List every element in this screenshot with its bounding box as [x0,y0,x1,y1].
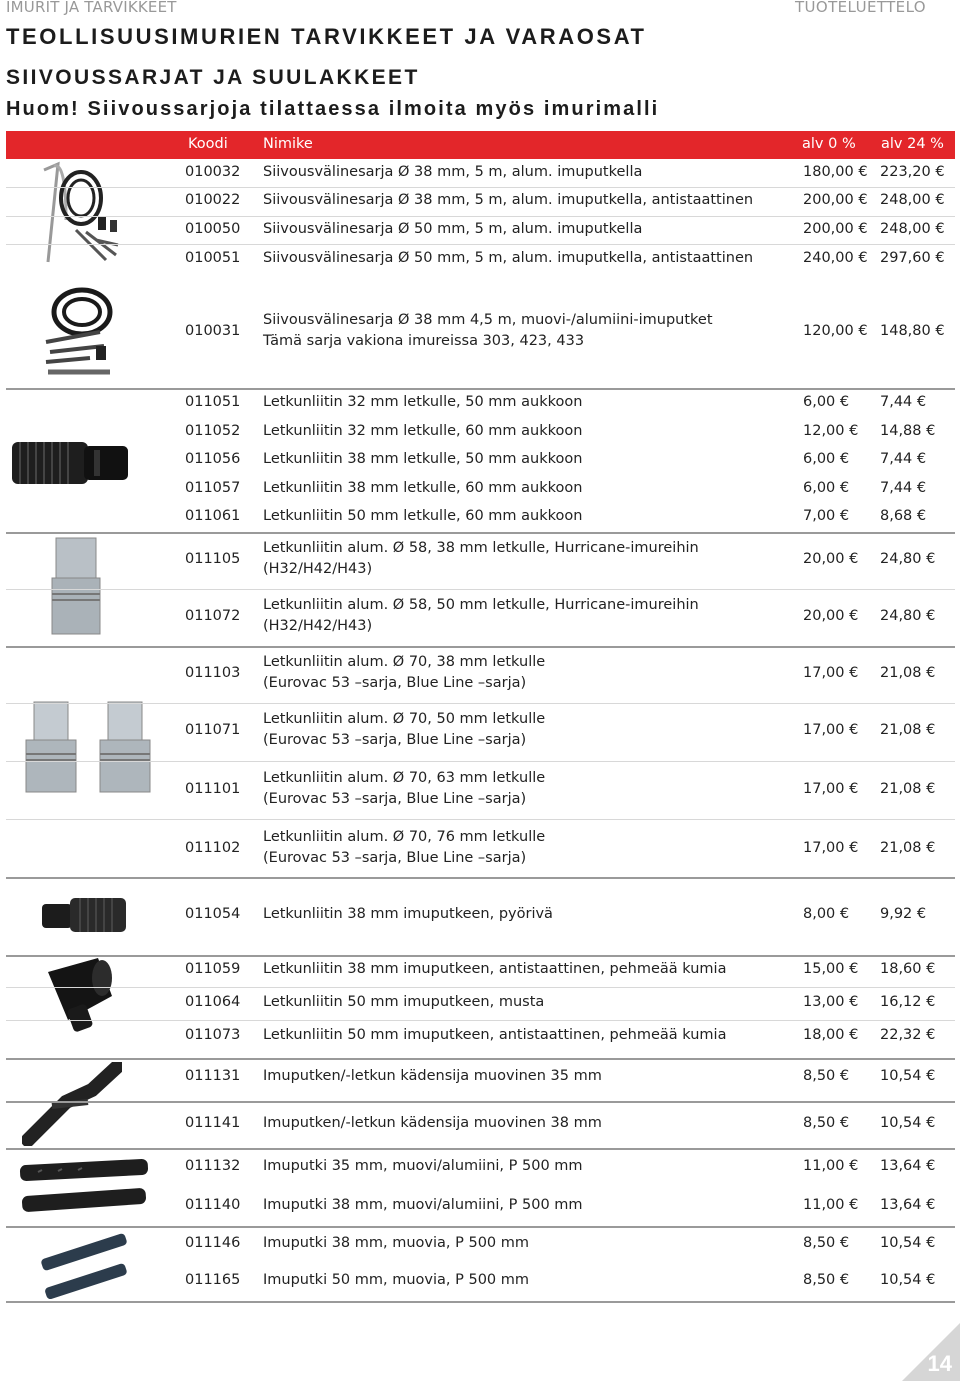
product-name: Letkunliitin alum. Ø 70, 50 mm letkulle [263,711,546,727]
price-alv24: 10,54 € [880,1115,936,1131]
product-code: 011165 [185,1272,241,1288]
price-alv0: 200,00 € [803,221,868,237]
product-code: 011101 [185,781,241,797]
product-name-line2: (H32/H42/H43) [263,618,373,634]
price-alv24: 248,00 € [880,192,945,208]
price-alv24: 16,12 € [880,994,936,1010]
table-row [0,190,955,212]
product-code: 011052 [185,423,241,439]
table-row [0,449,955,471]
product-name-line2: Tämä sarja vakiona imureissa 303, 423, 433 [263,333,585,349]
product-code: 011105 [185,551,241,567]
table-row [0,219,955,241]
table-row [0,654,955,691]
row-divider [6,244,955,245]
row-divider [6,216,955,217]
header-alv0: alv 0 % [802,136,856,152]
product-name: Letkunliitin 32 mm letkulle, 60 mm aukkoon [263,423,583,439]
table-row [0,1113,955,1135]
product-name: Letkunliitin alum. Ø 70, 38 mm letkulle [263,654,546,670]
price-alv24: 13,64 € [880,1197,936,1213]
table-row [0,770,955,807]
product-name: Letkunliitin 38 mm imuputkeen, pyörivä [263,906,553,922]
table-row [0,1156,955,1178]
table-row [0,1233,955,1255]
product-name: Imuputki 38 mm, muovia, P 500 mm [263,1235,530,1251]
product-code: 011061 [185,508,241,524]
price-alv24: 10,54 € [880,1068,936,1084]
row-divider [6,1020,955,1021]
price-alv0: 17,00 € [803,781,859,797]
product-code: 011140 [185,1197,241,1213]
price-alv0: 8,50 € [803,1235,850,1251]
table-row [0,312,955,349]
table-row [0,540,955,577]
header-code: Koodi [188,136,228,152]
product-name: Siivousvälinesarja Ø 50 mm, 5 m, alum. imuputkella [263,221,643,237]
product-name: Letkunliitin alum. Ø 58, 38 mm letkulle, Hurricane-imureihin [263,540,699,556]
product-code: 010031 [185,323,241,339]
product-code: 010032 [185,164,241,180]
product-name-line2: (H32/H42/H43) [263,561,373,577]
product-name: Imuputki 50 mm, muovia, P 500 mm [263,1272,530,1288]
product-name: Imuputken/-letkun kädensija muovinen 38 mm [263,1115,602,1131]
price-alv0: 8,50 € [803,1068,850,1084]
product-name: Imuputki 35 mm, muovi/alumiini, P 500 mm [263,1158,583,1174]
price-alv0: 6,00 € [803,480,850,496]
header-name: Nimike [263,136,313,152]
product-name: Siivousvälinesarja Ø 38 mm 4,5 m, muovi-/alumiini-imuputket [263,312,713,328]
product-code: 011073 [185,1027,241,1043]
table-row [0,959,955,981]
product-name-line2: (Eurovac 53 –sarja, Blue Line –sarja) [263,732,527,748]
product-code: 011072 [185,608,241,624]
price-alv0: 13,00 € [803,994,859,1010]
price-alv0: 8,50 € [803,1272,850,1288]
product-name: Letkunliitin alum. Ø 70, 76 mm letkulle [263,829,546,845]
price-alv0: 18,00 € [803,1027,859,1043]
group-divider [6,1301,955,1303]
table-row [0,829,955,866]
price-alv24: 21,08 € [880,665,936,681]
product-code: 011146 [185,1235,241,1251]
price-alv24: 13,64 € [880,1158,936,1174]
price-alv24: 14,88 € [880,423,936,439]
product-code: 011141 [185,1115,241,1131]
table-row [0,392,955,414]
price-alv24: 21,08 € [880,840,936,856]
product-name-line2: (Eurovac 53 –sarja, Blue Line –sarja) [263,791,527,807]
table-row [0,1270,955,1292]
price-alv24: 148,80 € [880,323,945,339]
price-alv0: 7,00 € [803,508,850,524]
table-row [0,162,955,184]
product-code: 010051 [185,250,241,266]
price-alv24: 248,00 € [880,221,945,237]
page-number: 14 [927,1351,952,1376]
price-alv0: 12,00 € [803,423,859,439]
product-name-line2: (Eurovac 53 –sarja, Blue Line –sarja) [263,850,527,866]
product-name: Letkunliitin 50 mm letkulle, 60 mm aukkoon [263,508,583,524]
product-code: 011059 [185,961,241,977]
price-alv0: 120,00 € [803,323,868,339]
price-alv24: 22,32 € [880,1027,936,1043]
product-code: 011056 [185,451,241,467]
price-alv24: 18,60 € [880,961,936,977]
row-divider [6,987,955,988]
product-code: 011131 [185,1068,241,1084]
price-alv24: 9,92 € [880,906,927,922]
price-alv24: 7,44 € [880,451,927,467]
header-alv24: alv 24 % [881,136,944,152]
product-code: 010022 [185,192,241,208]
group-divider [6,532,955,534]
price-alv0: 180,00 € [803,164,868,180]
product-name: Siivousvälinesarja Ø 38 mm, 5 m, alum. imuputkella [263,164,643,180]
row-divider [6,819,955,820]
product-name: Siivousvälinesarja Ø 38 mm, 5 m, alum. imuputkella, antistaattinen [263,192,754,208]
product-code: 011103 [185,665,241,681]
product-code: 011054 [185,906,241,922]
table-row [0,478,955,500]
product-name: Letkunliitin 50 mm imuputkeen, antistaattinen, pehmeää kumia [263,1027,727,1043]
price-alv0: 240,00 € [803,250,868,266]
price-alv24: 7,44 € [880,394,927,410]
product-name: Imuputki 38 mm, muovi/alumiini, P 500 mm [263,1197,583,1213]
table-row [0,904,955,926]
price-alv24: 24,80 € [880,551,936,567]
price-alv0: 15,00 € [803,961,859,977]
table-row [0,248,955,270]
group-divider [6,388,955,390]
price-alv24: 24,80 € [880,608,936,624]
product-code: 011051 [185,394,241,410]
price-alv0: 17,00 € [803,665,859,681]
table-row [0,421,955,443]
price-alv24: 10,54 € [880,1272,936,1288]
price-alv0: 20,00 € [803,608,859,624]
product-name: Letkunliitin 38 mm letkulle, 60 mm aukkoon [263,480,583,496]
product-code: 010050 [185,221,241,237]
group-divider [6,1058,955,1060]
price-alv0: 17,00 € [803,840,859,856]
price-alv0: 20,00 € [803,551,859,567]
product-code: 011064 [185,994,241,1010]
product-name: Letkunliitin alum. Ø 70, 63 mm letkulle [263,770,546,786]
table-header [6,131,955,159]
row-divider [6,187,955,188]
table-row [0,1025,955,1047]
price-alv0: 8,00 € [803,906,850,922]
page-subtitle: SIIVOUSSARJAT JA SUULAKKEET [6,66,420,89]
table-row [0,992,955,1014]
price-alv0: 11,00 € [803,1197,859,1213]
product-name: Letkunliitin 32 mm letkulle, 50 mm aukkoon [263,394,583,410]
row-divider [6,589,955,590]
table-row [0,711,955,748]
product-code: 011071 [185,722,241,738]
group-divider [6,1148,955,1150]
row-divider [6,761,955,762]
product-code: 011132 [185,1158,241,1174]
price-alv0: 8,50 € [803,1115,850,1131]
product-name: Letkunliitin 50 mm imuputkeen, musta [263,994,545,1010]
product-name: Siivousvälinesarja Ø 50 mm, 5 m, alum. imuputkella, antistaattinen [263,250,754,266]
group-divider [6,955,955,957]
product-name: Letkunliitin alum. Ø 58, 50 mm letkulle, Hurricane-imureihin [263,597,699,613]
group-divider [6,1226,955,1228]
price-alv0: 6,00 € [803,451,850,467]
price-alv24: 7,44 € [880,480,927,496]
product-name: Letkunliitin 38 mm imuputkeen, antistaattinen, pehmeää kumia [263,961,727,977]
product-code: 011102 [185,840,241,856]
price-alv24: 21,08 € [880,781,936,797]
price-alv24: 21,08 € [880,722,936,738]
product-code: 011057 [185,480,241,496]
table-row [0,1066,955,1088]
page-title: TEOLLISUUSIMURIEN TARVIKKEET JA VARAOSAT [6,24,647,49]
product-name: Imuputken/-letkun kädensija muovinen 35 mm [263,1068,602,1084]
price-alv24: 10,54 € [880,1235,936,1251]
price-alv24: 8,68 € [880,508,927,524]
table-row [0,506,955,528]
row-divider [6,703,955,704]
price-alv24: 223,20 € [880,164,945,180]
section-label: IMURIT JA TARVIKKEET [6,0,177,16]
product-name-line2: (Eurovac 53 –sarja, Blue Line –sarja) [263,675,527,691]
group-divider [6,1101,955,1103]
order-note: Huom! Siivoussarjoja tilattaessa ilmoita myös imurimalli [6,98,660,120]
product-name: Letkunliitin 38 mm letkulle, 50 mm aukkoon [263,451,583,467]
group-divider [6,646,955,648]
group-divider [6,877,955,879]
catalog-label: TUOTELUETTELO [794,0,926,16]
table-row [0,1195,955,1217]
price-alv0: 11,00 € [803,1158,859,1174]
price-alv24: 297,60 € [880,250,945,266]
price-alv0: 200,00 € [803,192,868,208]
price-alv0: 6,00 € [803,394,850,410]
table-row [0,597,955,634]
price-alv0: 17,00 € [803,722,859,738]
